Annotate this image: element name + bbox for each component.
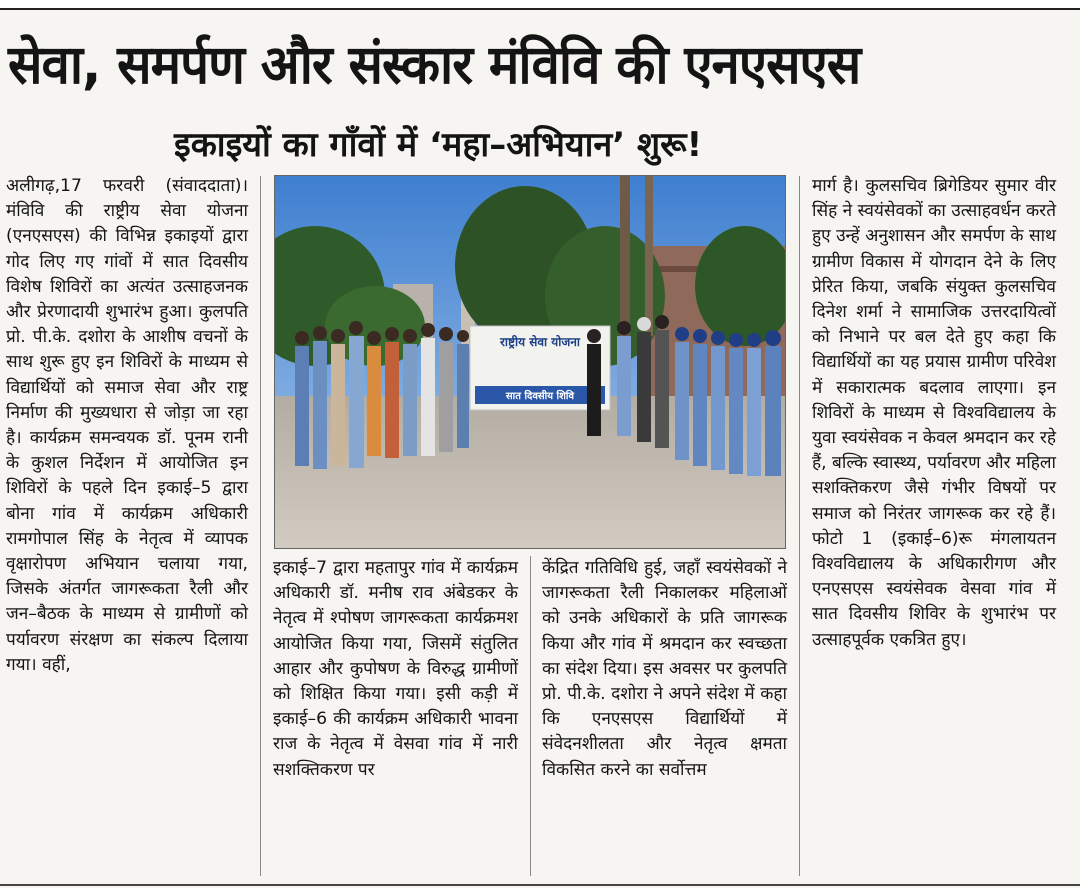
headline: सेवा, समर्पण और संस्कार मंविवि की एनएसएस [8,34,861,97]
column-divider [530,556,531,876]
article-column-1 [6,174,248,678]
article-column-3 [542,556,787,783]
article-column-4 [812,174,1056,653]
column-2-text: इकाई–7 द्वारा महतापुर गांव में कार्यक्रम अधिकारी डॉ. मनीष राव अंबेडकर के नेतृत्व में श्पोषण जागरूकता कार्यक्रमश आयोजित किया गया, जिसमें संतुलित आहार और कुपोषण के विरुद्ध ग्रामीणों को शिक्षित किया गया। इसी कड़ी में इकाई–6 की कार्यक्रम अधिकारी भावना राज के नेतृत्व में वेसवा गांव में नारी सशक्तिकरण पर [273,558,518,780]
banner-line1: राष्ट्रीय सेवा योजना [499,335,581,349]
photo-illustration [275,176,785,548]
top-rule [0,0,1080,10]
news-photo [274,175,786,549]
banner-line2: सात दिवसीय शिवि [505,391,575,402]
subheadline: इकाइयों का गाँवों में ‘महा–अभियान’ शुरू! [174,125,703,165]
column-divider [799,176,800,876]
bottom-rule [0,884,1080,886]
column-1-text: अलीगढ़,17 फरवरी (संवाददाता)। मंविवि की राष्ट्रीय सेवा योजना (एनएसएस) की विभिन्न इकाइयों द्वारा गोद लिए गए गांवों में सात दिवसीय विशेष शिविरों का अत्यंत उत्साहजनक और प्रेरणादायी शुभारंभ हुआ। कुलपति प्रो. पी.के. दशोरा के आशीष वचनों के साथ शुरू हुए इन शिविरों के माध्यम से विद्यार्थियों को समाज सेवा और राष्ट्र निर्माण की मुख्यधारा से जोड़ा जा रहा है। कार्यक्रम समन्वयक डॉ. पूनम रानी के कुशल निर्देशन में आयोजित इन शिविरों के पहले दिन इकाई–5 द्वारा बोना गांव में कार्यक्रम अधिकारी रामगोपाल सिंह के नेतृत्व में व्यापक वृक्षारोपण अभियान चलाया गया, जिसके अंतर्गत जागरूकता रैली और जन–बैठक के माध्यम से ग्रामीणों को पर्यावरण संरक्षण का संकल्प दिलाया गया। वहीं, [6,176,248,675]
article-column-2 [273,556,518,783]
column-3-text: केंद्रित गतिविधि हुई, जहाँ स्वयंसेवकों ने जागरूकता रैली निकालकर महिलाओं को उनके अधिकारों के प्रति जागरूक किया और गांव में श्रमदान कर स्वच्छता का संदेश दिया। इस अवसर पर कुलपति प्रो. पी.के. दशोरा ने अपने संदेश में कहा कि एनएसएस विद्यार्थियों में संवेदनशीलता और नेतृत्व क्षमता विकसित करने का सर्वोत्तम [542,558,787,780]
column-4-text: मार्ग है। कुलसचिव ब्रिगेडियर सुमार वीर सिंह ने स्वयंसेवकों का उत्साहवर्धन करते हुए उन्हें अनुशासन और समर्पण के साथ ग्रामीण विकास में योगदान देने के लिए प्रेरित किया, जबकि संयुक्त कुलसचिव दिनेश शर्मा ने सामाजिक उत्तरदायित्वों को निभाने पर बल देते हुए कहा कि विद्यार्थियों का यह प्रयास ग्रामीण परिवेश में सकारात्मक बदलाव लाएगा। इन शिविरों के माध्यम से विश्वविद्यालय के युवा स्वयंसेवक न केवल श्रमदान कर रहे हैं, बल्कि स्वास्थ्य, पर्यावरण और महिला सशक्तिकरण जैसे गंभीर विषयों पर समाज को निरंतर जागरूक कर रहे हैं। फोटो 1 (इकाई–6)रू मंगलायतन विश्वविद्यालय के अधिकारीगण और एनएसएस स्वयंसेवक वेसवा गांव में सात दिवसीय शिविर के शुभारंभ पर उत्साहपूर्वक एकत्रित हुए। [812,176,1057,650]
column-divider [260,176,261,876]
